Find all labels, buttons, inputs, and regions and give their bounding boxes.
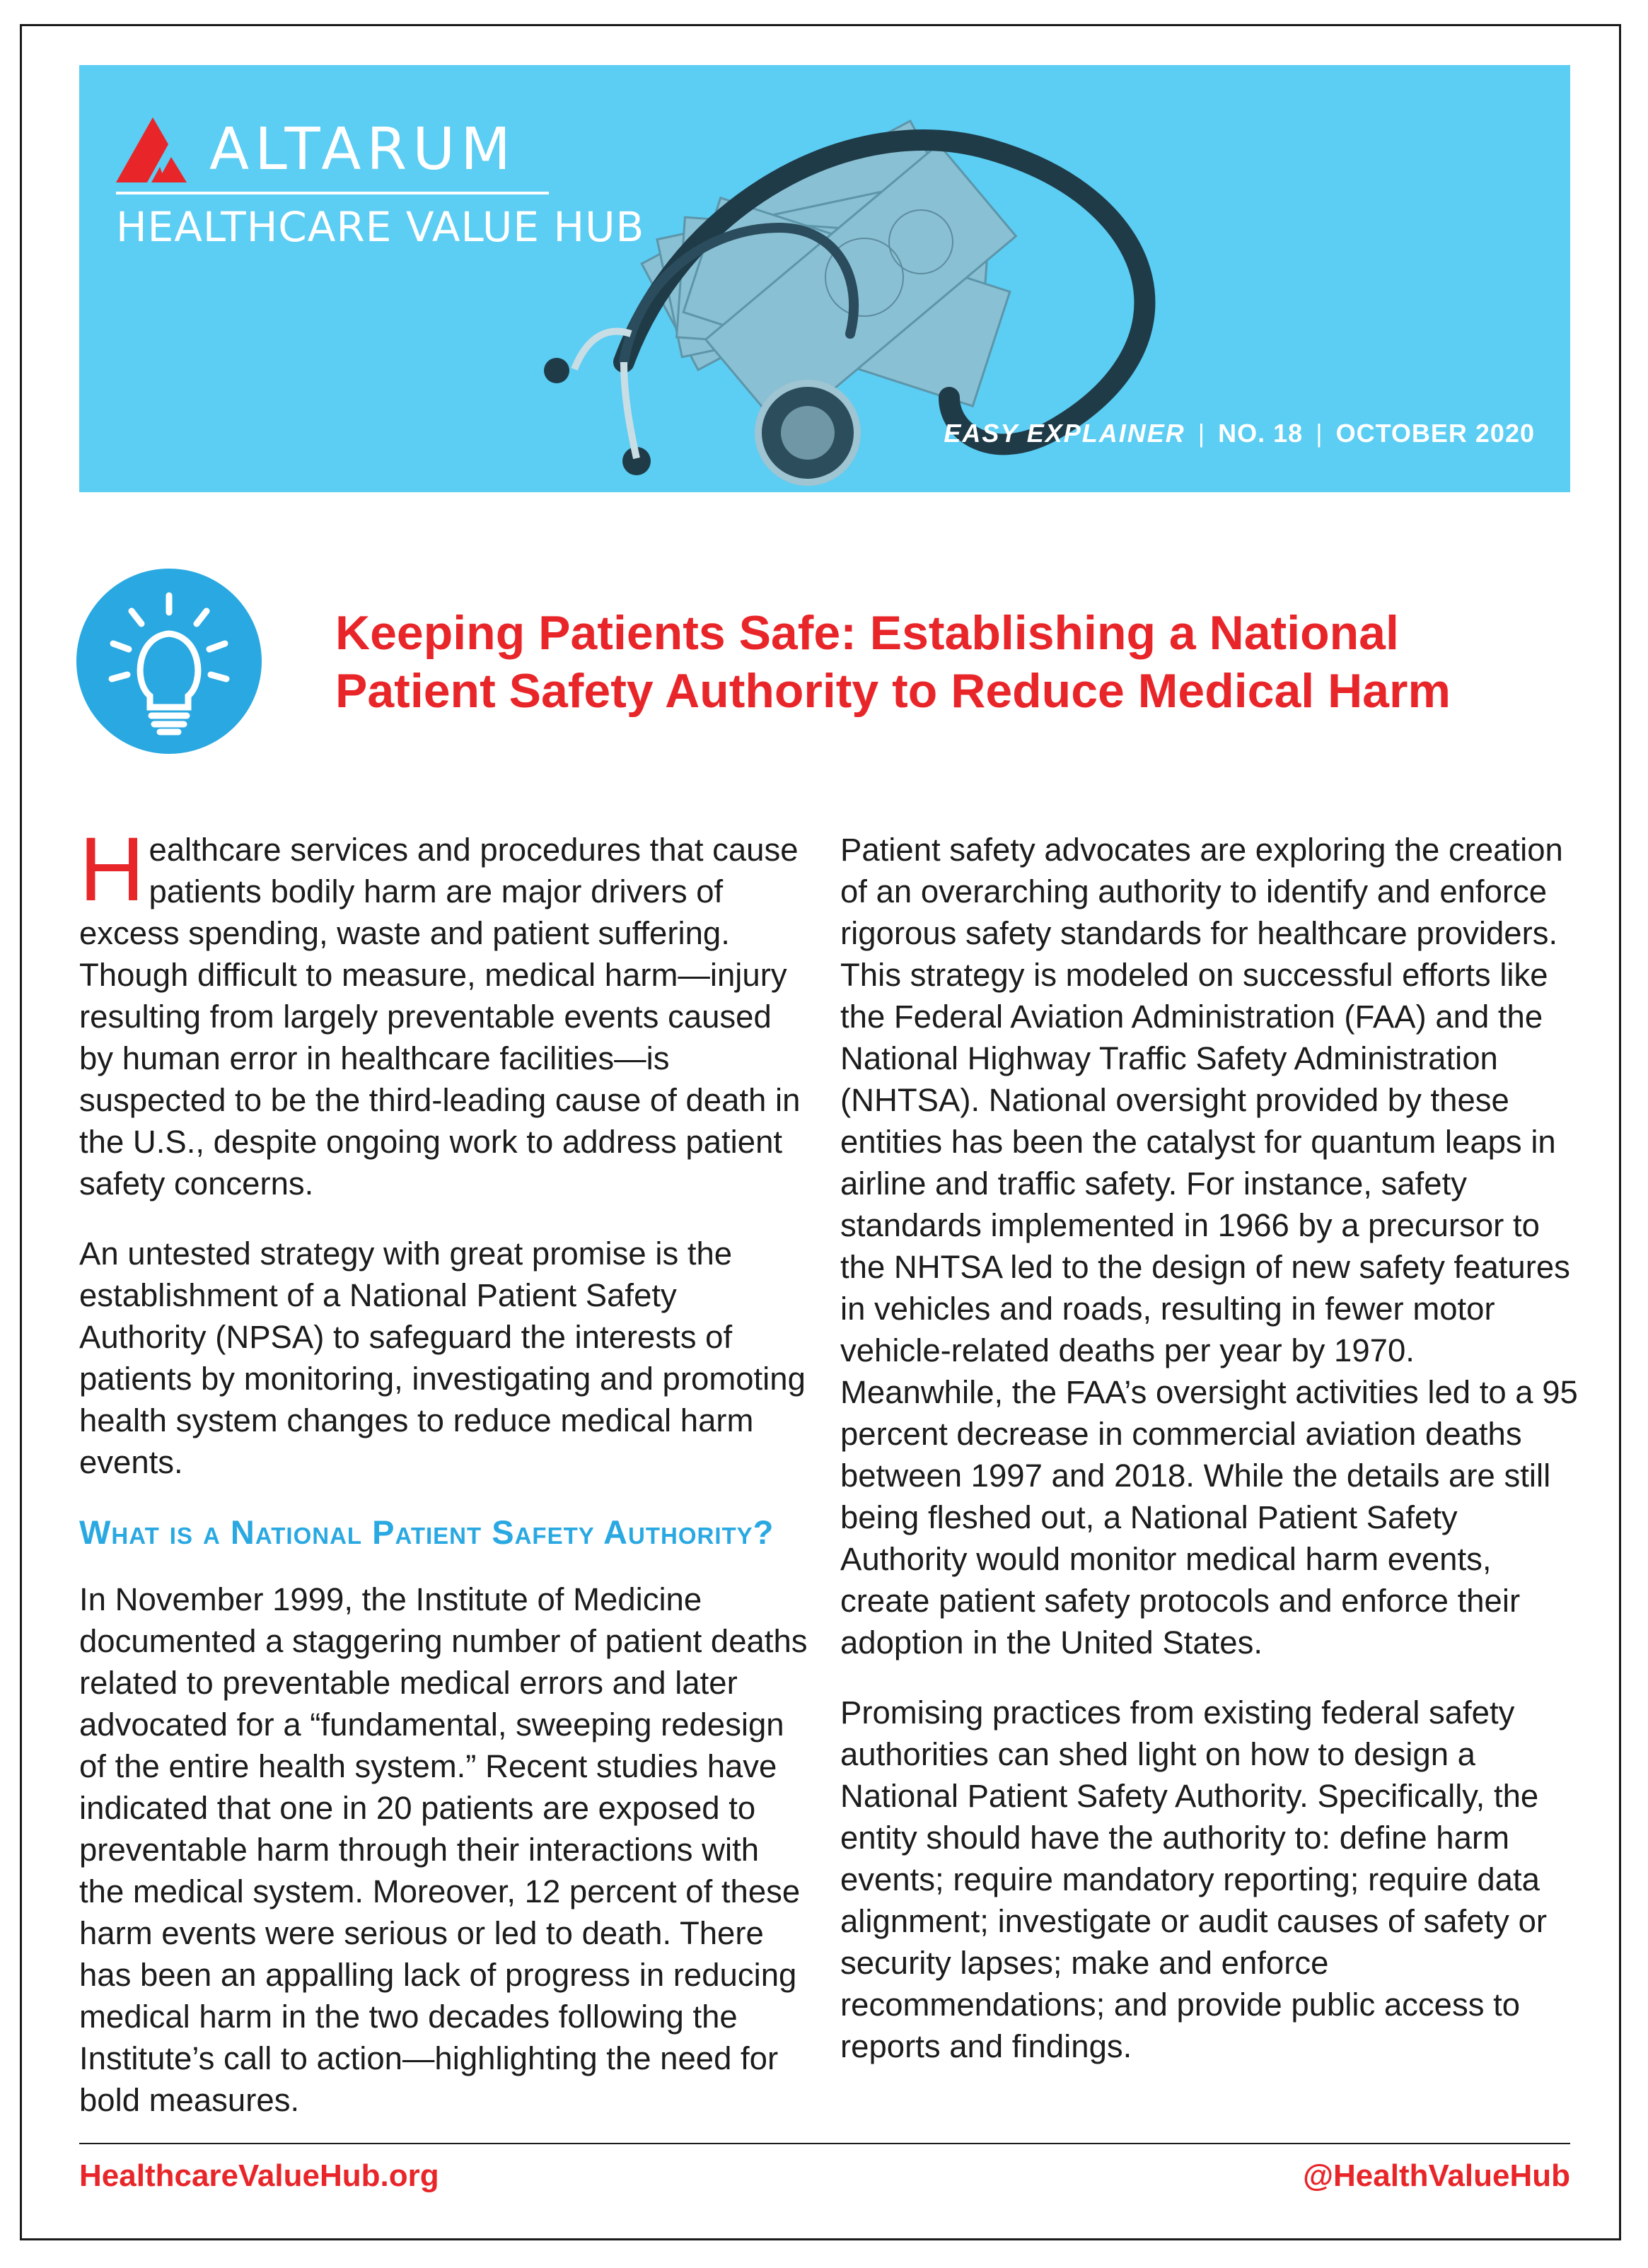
strategy-paragraph: An untested strategy with great promise is the establishment of a National Patient Safety Authority (NPSA) to safeguard the interests of patients by monitoring, investigating and promoting health system changes to reduce medical harm events. xyxy=(79,1235,806,1480)
footer-divider xyxy=(79,2143,1570,2144)
left-column xyxy=(79,819,808,2149)
series-label: EASY EXPLAINER xyxy=(944,419,1185,448)
issue-info: EASY EXPLAINER | NO. 18 | OCTOBER 2020 xyxy=(944,419,1535,448)
right-column xyxy=(840,829,1583,2095)
issue-number: NO. 18 xyxy=(1218,419,1304,448)
header-banner xyxy=(79,65,1570,492)
social-handle-link[interactable]: @HealthValueHub xyxy=(1303,2158,1570,2193)
lightbulb-badge xyxy=(76,569,262,754)
practices-paragraph: Promising practices from existing federal safety authorities can shed light on how to design a National Patient Safety Authority. Specifically, the entity should have the authority to: define harm events; require mandatory reporting; require data alignment; investigate or audit causes of safety or security lapses; make and enforce recommendations; and provide public access to reports and findings. xyxy=(840,1694,1548,2064)
website-link[interactable]: HealthcareValueHub.org xyxy=(79,2158,439,2193)
advocates-paragraph: Patient safety advocates are exploring the creation of an overarching authority to identify and enforce rigorous safety standards for healthcare providers. This strategy is modeled on successful efforts like the Federal Aviation Administration (FAA) and the National Highway Traffic Safety Administration (NHTSA). National oversight provided by these entities has been the catalyst for quantum leaps in airline and traffic safety. For instance, safety standards implemented in 1966 by a precursor to the NHTSA led to the design of new safety features in vehicles and roads, resulting in fewer motor vehicle-related deaths per year by 1970. Meanwhile, the FAA’s oversight activities led to a 95 percent decrease in commercial aviation deaths between 1997 and 2018. While the details are still being fleshed out, a National Patient Safety Authority would monitor medical harm events, create patient safety protocols and enforce their adoption in the United States. xyxy=(840,832,1578,1661)
page-title: Keeping Patients Safe: Establishing a National Patient Safety Authority to Reduce Medical Harm xyxy=(335,606,1451,718)
issue-date: OCTOBER 2020 xyxy=(1335,419,1535,448)
drop-cap: H xyxy=(79,819,145,920)
intro-paragraph xyxy=(79,819,808,1204)
brand-subtitle: HEALTHCARE VALUE HUB xyxy=(116,203,645,251)
altarum-triangle-icon xyxy=(116,117,201,182)
brand-name: ALTARUM xyxy=(209,116,517,183)
section-heading: What is a National Patient Safety Authority? xyxy=(79,1513,774,1551)
lightbulb-icon xyxy=(76,569,262,754)
history-paragraph: In November 1999, the Institute of Medicine documented a staggering number of patient deaths related to preventable medical errors and later advocated for a “fundamental, sweeping redesign of the entire health system.” Recent studies have indicated that one in 20 patients are exposed to preventable harm through their interactions with the medical system. Moreover, 12 percent of these harm events were serious or led to death. There has been an appalling lack of progress in reducing medical harm in the two decades following the Institute’s call to action—highlighting the need for bold measures. xyxy=(79,1581,808,2118)
intro-text: ealthcare services and procedures that cause patients bodily harm are major drivers of excess spending, waste and patient suffering. Though difficult to measure, medical harm—injury resulting from largely preventable events caused by human error in healthcare facilities—is suspected to be the third-leading cause of death in the U.S., despite ongoing work to address patient safety concerns. xyxy=(79,832,801,1202)
